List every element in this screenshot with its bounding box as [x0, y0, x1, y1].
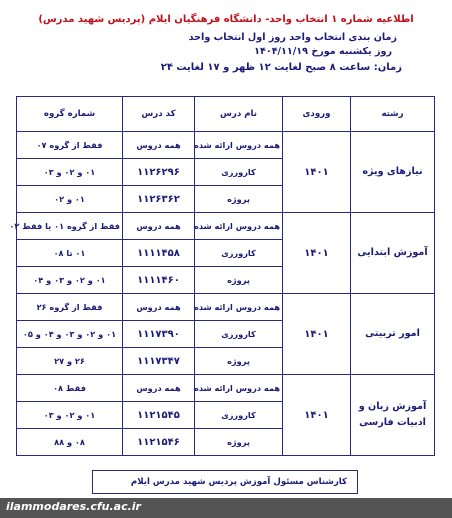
course-cell: پروژه — [195, 429, 283, 456]
entry-cell: ۱۴۰۱ — [283, 132, 351, 213]
site-watermark: ilammodares.cfu.ac.ir — [6, 500, 141, 513]
code-cell: ۱۱۱۷۳۴۷ — [123, 348, 195, 375]
group-cell: ۰۱ و ۰۲ و ۰۳ و ۰۴ — [17, 267, 123, 294]
code-cell: ۱۱۱۱۴۵۸ — [123, 240, 195, 267]
code-cell: همه دروس — [123, 132, 195, 159]
code-cell: ۱۱۲۱۵۴۵ — [123, 402, 195, 429]
code-cell: ۱۱۲۶۳۶۲ — [123, 186, 195, 213]
date-line: روز یکشنبه مورخ ۱۴۰۴/۱۱/۱۹ — [254, 46, 392, 57]
major-cell: آموزش ابتدایی — [351, 213, 435, 294]
group-cell: ۲۶ و ۲۷ — [17, 348, 123, 375]
group-cell: فقط از گروه ۲۶ — [17, 294, 123, 321]
code-cell: ۱۱۱۷۳۹۰ — [123, 321, 195, 348]
course-cell: پروژه — [195, 186, 283, 213]
entry-cell: ۱۴۰۱ — [283, 294, 351, 375]
code-cell: همه دروس — [123, 375, 195, 402]
table-row — [17, 294, 435, 321]
group-cell: ۰۱ تا ۰۸ — [17, 240, 123, 267]
group-cell: فقط از گروه ۰۱ یا فقط ۰۲ — [17, 213, 123, 240]
course-cell: کارورزی — [195, 159, 283, 186]
group-cell: ۰۱ و ۰۲ و ۰۳ — [17, 159, 123, 186]
group-cell: ۰۱ و ۰۲ و ۰۳ و ۰۴ و ۰۵ — [17, 321, 123, 348]
group-cell: ۰۱ و ۰۲ و ۰۳ — [17, 402, 123, 429]
course-cell: همه دروس ارائه شده — [195, 132, 283, 159]
table-row — [17, 375, 435, 402]
group-cell: فقط ۰۸ — [17, 375, 123, 402]
course-cell: همه دروس ارائه شده — [195, 213, 283, 240]
header-code: کد درس — [123, 97, 195, 132]
code-cell: همه دروس — [123, 213, 195, 240]
course-table — [9, 96, 435, 456]
table-header-row — [17, 97, 435, 132]
code-cell: همه دروس — [123, 294, 195, 321]
table-row — [17, 132, 435, 159]
major-cell: نیازهای ویژه — [351, 132, 435, 213]
course-cell: کارورزی — [195, 402, 283, 429]
schedule-line: زمان بندی انتخاب واحد روز اول انتخاب واحد — [188, 32, 397, 43]
major-cell: آموزش زبان و ادبیات فارسی — [351, 375, 435, 456]
header-entry: ورودی — [283, 97, 351, 132]
course-cell: پروژه — [195, 267, 283, 294]
announcement-title: اطلاعیه شماره ۱ انتخاب واحد- دانشگاه فرهنگیان ایلام (پردیس شهید مدرس) — [38, 14, 414, 25]
code-cell: ۱۱۲۱۵۴۶ — [123, 429, 195, 456]
entry-cell: ۱۴۰۱ — [283, 213, 351, 294]
header-group: شماره گروه — [17, 97, 123, 132]
watermark-bar — [0, 498, 452, 518]
course-cell: همه دروس ارائه شده — [195, 294, 283, 321]
major-cell: امور تربیتی — [351, 294, 435, 375]
course-cell: پروژه — [195, 348, 283, 375]
group-cell: ۰۸ و ۸۸ — [17, 429, 123, 456]
course-cell: همه دروس ارائه شده — [195, 375, 283, 402]
code-cell: ۱۱۲۶۲۹۶ — [123, 159, 195, 186]
group-cell: فقط از گروه ۰۷ — [17, 132, 123, 159]
code-cell: ۱۱۱۱۴۶۰ — [123, 267, 195, 294]
course-cell: کارورزی — [195, 321, 283, 348]
table-row — [17, 213, 435, 240]
footer-signature: کارشناس مسئول آموزش پردیس شهید مدرس ایلام — [92, 470, 358, 494]
group-cell: ۰۱ و ۰۲ — [17, 186, 123, 213]
entry-cell: ۱۴۰۱ — [283, 375, 351, 456]
time-line: زمان: ساعت ۸ صبح لغایت ۱۲ ظهر و ۱۷ لغایت ۲۴ — [160, 62, 402, 73]
header-major: رشته — [351, 97, 435, 132]
header-course: نام درس — [195, 97, 283, 132]
course-cell: کارورزی — [195, 240, 283, 267]
